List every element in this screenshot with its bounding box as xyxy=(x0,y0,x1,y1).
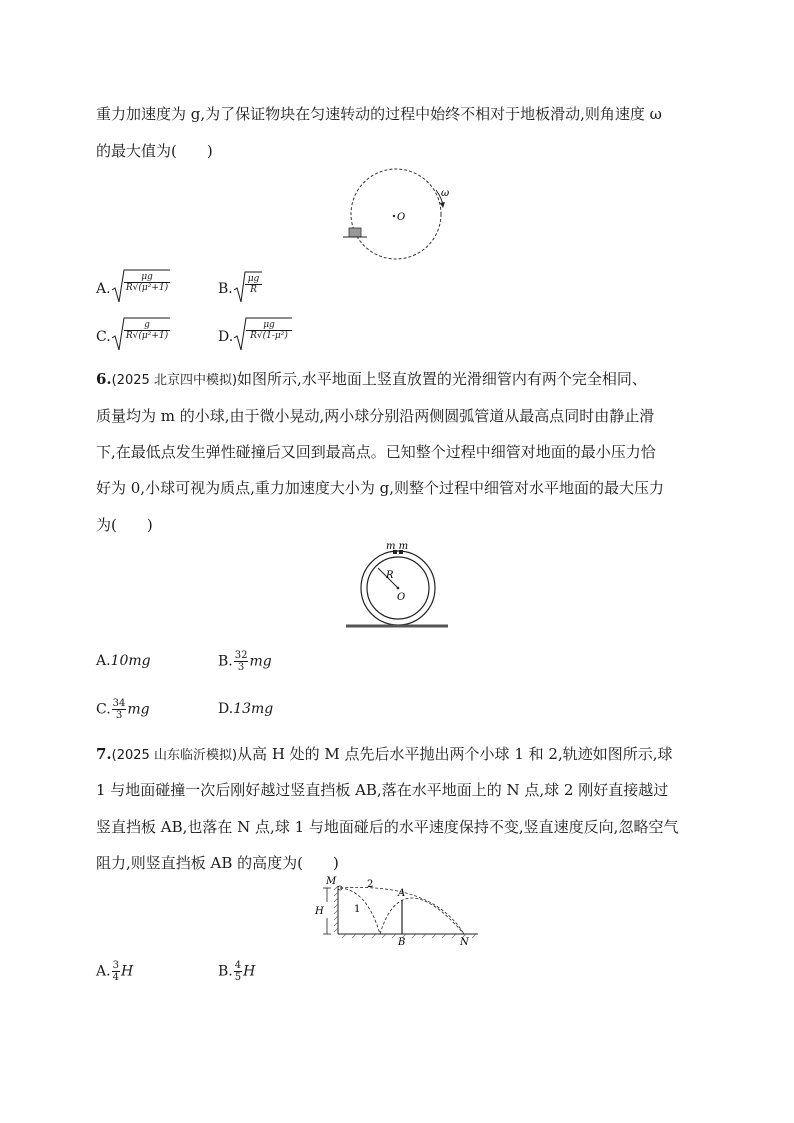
q6-text-line3: 下,在最低点发生弹性碰撞后又回到最高点。已知整个过程中细管对地面的最小压力恰 xyxy=(96,443,656,461)
q6-text-line5: 为( ) xyxy=(96,516,153,534)
q7-line1-body: 从高 H 处的 M 点先后水平抛出两个小球 1 和 2,轨迹如图所示,球 xyxy=(237,745,673,763)
q5-option-a-label: A. xyxy=(96,281,111,297)
q7-option-b xyxy=(218,960,255,983)
center-label: O xyxy=(397,592,406,603)
ground-hatch xyxy=(342,934,476,938)
q6-b-denominator: 3 xyxy=(237,662,245,673)
q6-c-denominator: 3 xyxy=(115,710,123,721)
q6-c-label: C. xyxy=(96,701,111,718)
q5-b-denominator: R xyxy=(250,285,257,295)
q7-figure-projectile xyxy=(312,872,482,948)
q5-d-denominator: R√(1-μ²) xyxy=(250,331,288,341)
q6-figure-ring-tube xyxy=(342,540,452,634)
label-n: N xyxy=(460,937,469,948)
q5-option-d-expr xyxy=(233,316,293,352)
q6-c-numerator: 34 xyxy=(112,698,126,709)
q7-text-line3: 竖直挡板 AB,也落在 N 点,球 1 与地面碰后的水平速度保持不变,竖直速度反向,忽略空气 xyxy=(96,818,679,836)
q5-b-numerator: μg xyxy=(245,274,262,285)
center-label: O xyxy=(397,212,406,223)
drum-circle xyxy=(351,169,441,259)
q6-d-label: D. xyxy=(218,701,234,717)
q7-option-a xyxy=(96,960,133,983)
q7-b-numerator: 4 xyxy=(234,960,242,971)
q6-option-c xyxy=(96,698,150,721)
q7-source: (2025 山东临沂模拟) xyxy=(111,748,238,763)
q7-text-line2: 1 与地面碰撞一次后刚好越过竖直挡板 AB,落在水平地面上的 N 点,球 2 刚好直接越过 xyxy=(96,781,669,799)
q5-text-line2: 的最大值为( ) xyxy=(96,142,213,160)
mass-labels: m m xyxy=(386,541,409,552)
q6-text-line1 xyxy=(96,369,647,391)
q6-line1-body: 如图所示,水平地面上竖直放置的光滑细管内有两个完全相同、 xyxy=(237,370,647,388)
q6-number: 6. xyxy=(96,370,112,388)
q6-b-unit: mg xyxy=(249,653,272,670)
q6-option-d xyxy=(218,700,273,718)
q7-b-unit: H xyxy=(243,963,256,980)
q6-a-label: A. xyxy=(96,653,111,669)
q7-b-label: B. xyxy=(218,963,233,980)
label-ball-1: 1 xyxy=(354,904,361,915)
q5-option-d-label: D. xyxy=(218,329,234,345)
center-dot xyxy=(393,215,395,217)
q7-text-line1 xyxy=(96,744,673,766)
label-a: A xyxy=(398,888,406,899)
label-ball-2: 2 xyxy=(367,879,374,890)
trajectory-ball-1-bounce xyxy=(380,898,464,934)
q7-a-unit: H xyxy=(120,963,134,980)
omega-label: ω xyxy=(441,188,450,199)
q7-b-denominator: 5 xyxy=(234,972,242,983)
label-m: M xyxy=(326,876,337,887)
q6-b-numerator: 32 xyxy=(234,650,248,661)
q5-text-line1: 重力加速度为 g,为了保证物块在匀速转动的过程中始终不相对于地板滑动,则角速度 ω xyxy=(96,105,662,123)
q7-a-label: A. xyxy=(96,963,111,980)
q6-a-value: 10mg xyxy=(110,653,151,669)
wall-hatch xyxy=(334,886,338,932)
q6-option-a xyxy=(96,652,151,670)
q5-option-c-label: C. xyxy=(96,329,111,345)
block xyxy=(349,228,361,237)
q7-a-denominator: 4 xyxy=(112,972,119,983)
q6-source: (2025 北京四中模拟) xyxy=(111,373,238,388)
q5-option-b-label: B. xyxy=(218,281,233,297)
q6-d-value: 13mg xyxy=(233,701,274,717)
q6-text-line2: 质量均为 m 的小球,由于微小晃动,两小球分别沿两侧圆弧管道从最高点同时由静止滑 xyxy=(96,407,655,425)
center-dot xyxy=(397,587,400,590)
q6-c-unit: mg xyxy=(127,701,150,718)
q5-option-b-expr xyxy=(233,270,263,304)
q5-figure-rotating-drum xyxy=(340,168,460,264)
q6-text-line4: 好为 0,小球可视为质点,重力加速度大小为 g,则整个过程中细管对水平地面的最大压力 xyxy=(96,479,664,497)
q5-a-denominator: R√(μ²+1) xyxy=(125,283,169,293)
q6-b-label: B. xyxy=(218,653,233,670)
label-h: H xyxy=(315,906,324,917)
q6-option-b xyxy=(218,650,272,673)
q7-text-line4: 阻力,则竖直挡板 AB 的高度为( ) xyxy=(96,854,339,872)
q5-c-denominator: R√(μ²+1) xyxy=(125,331,169,341)
q5-a-numerator: μg xyxy=(124,272,170,283)
q5-option-c-expr xyxy=(111,316,171,352)
radius-label: R xyxy=(386,570,394,581)
label-b: B xyxy=(398,937,406,948)
q5-c-numerator: g xyxy=(124,320,170,331)
q7-a-numerator: 3 xyxy=(112,960,119,971)
q5-d-numerator: μg xyxy=(246,320,292,331)
q7-number: 7. xyxy=(96,745,112,763)
q5-option-a-expr xyxy=(111,268,171,304)
